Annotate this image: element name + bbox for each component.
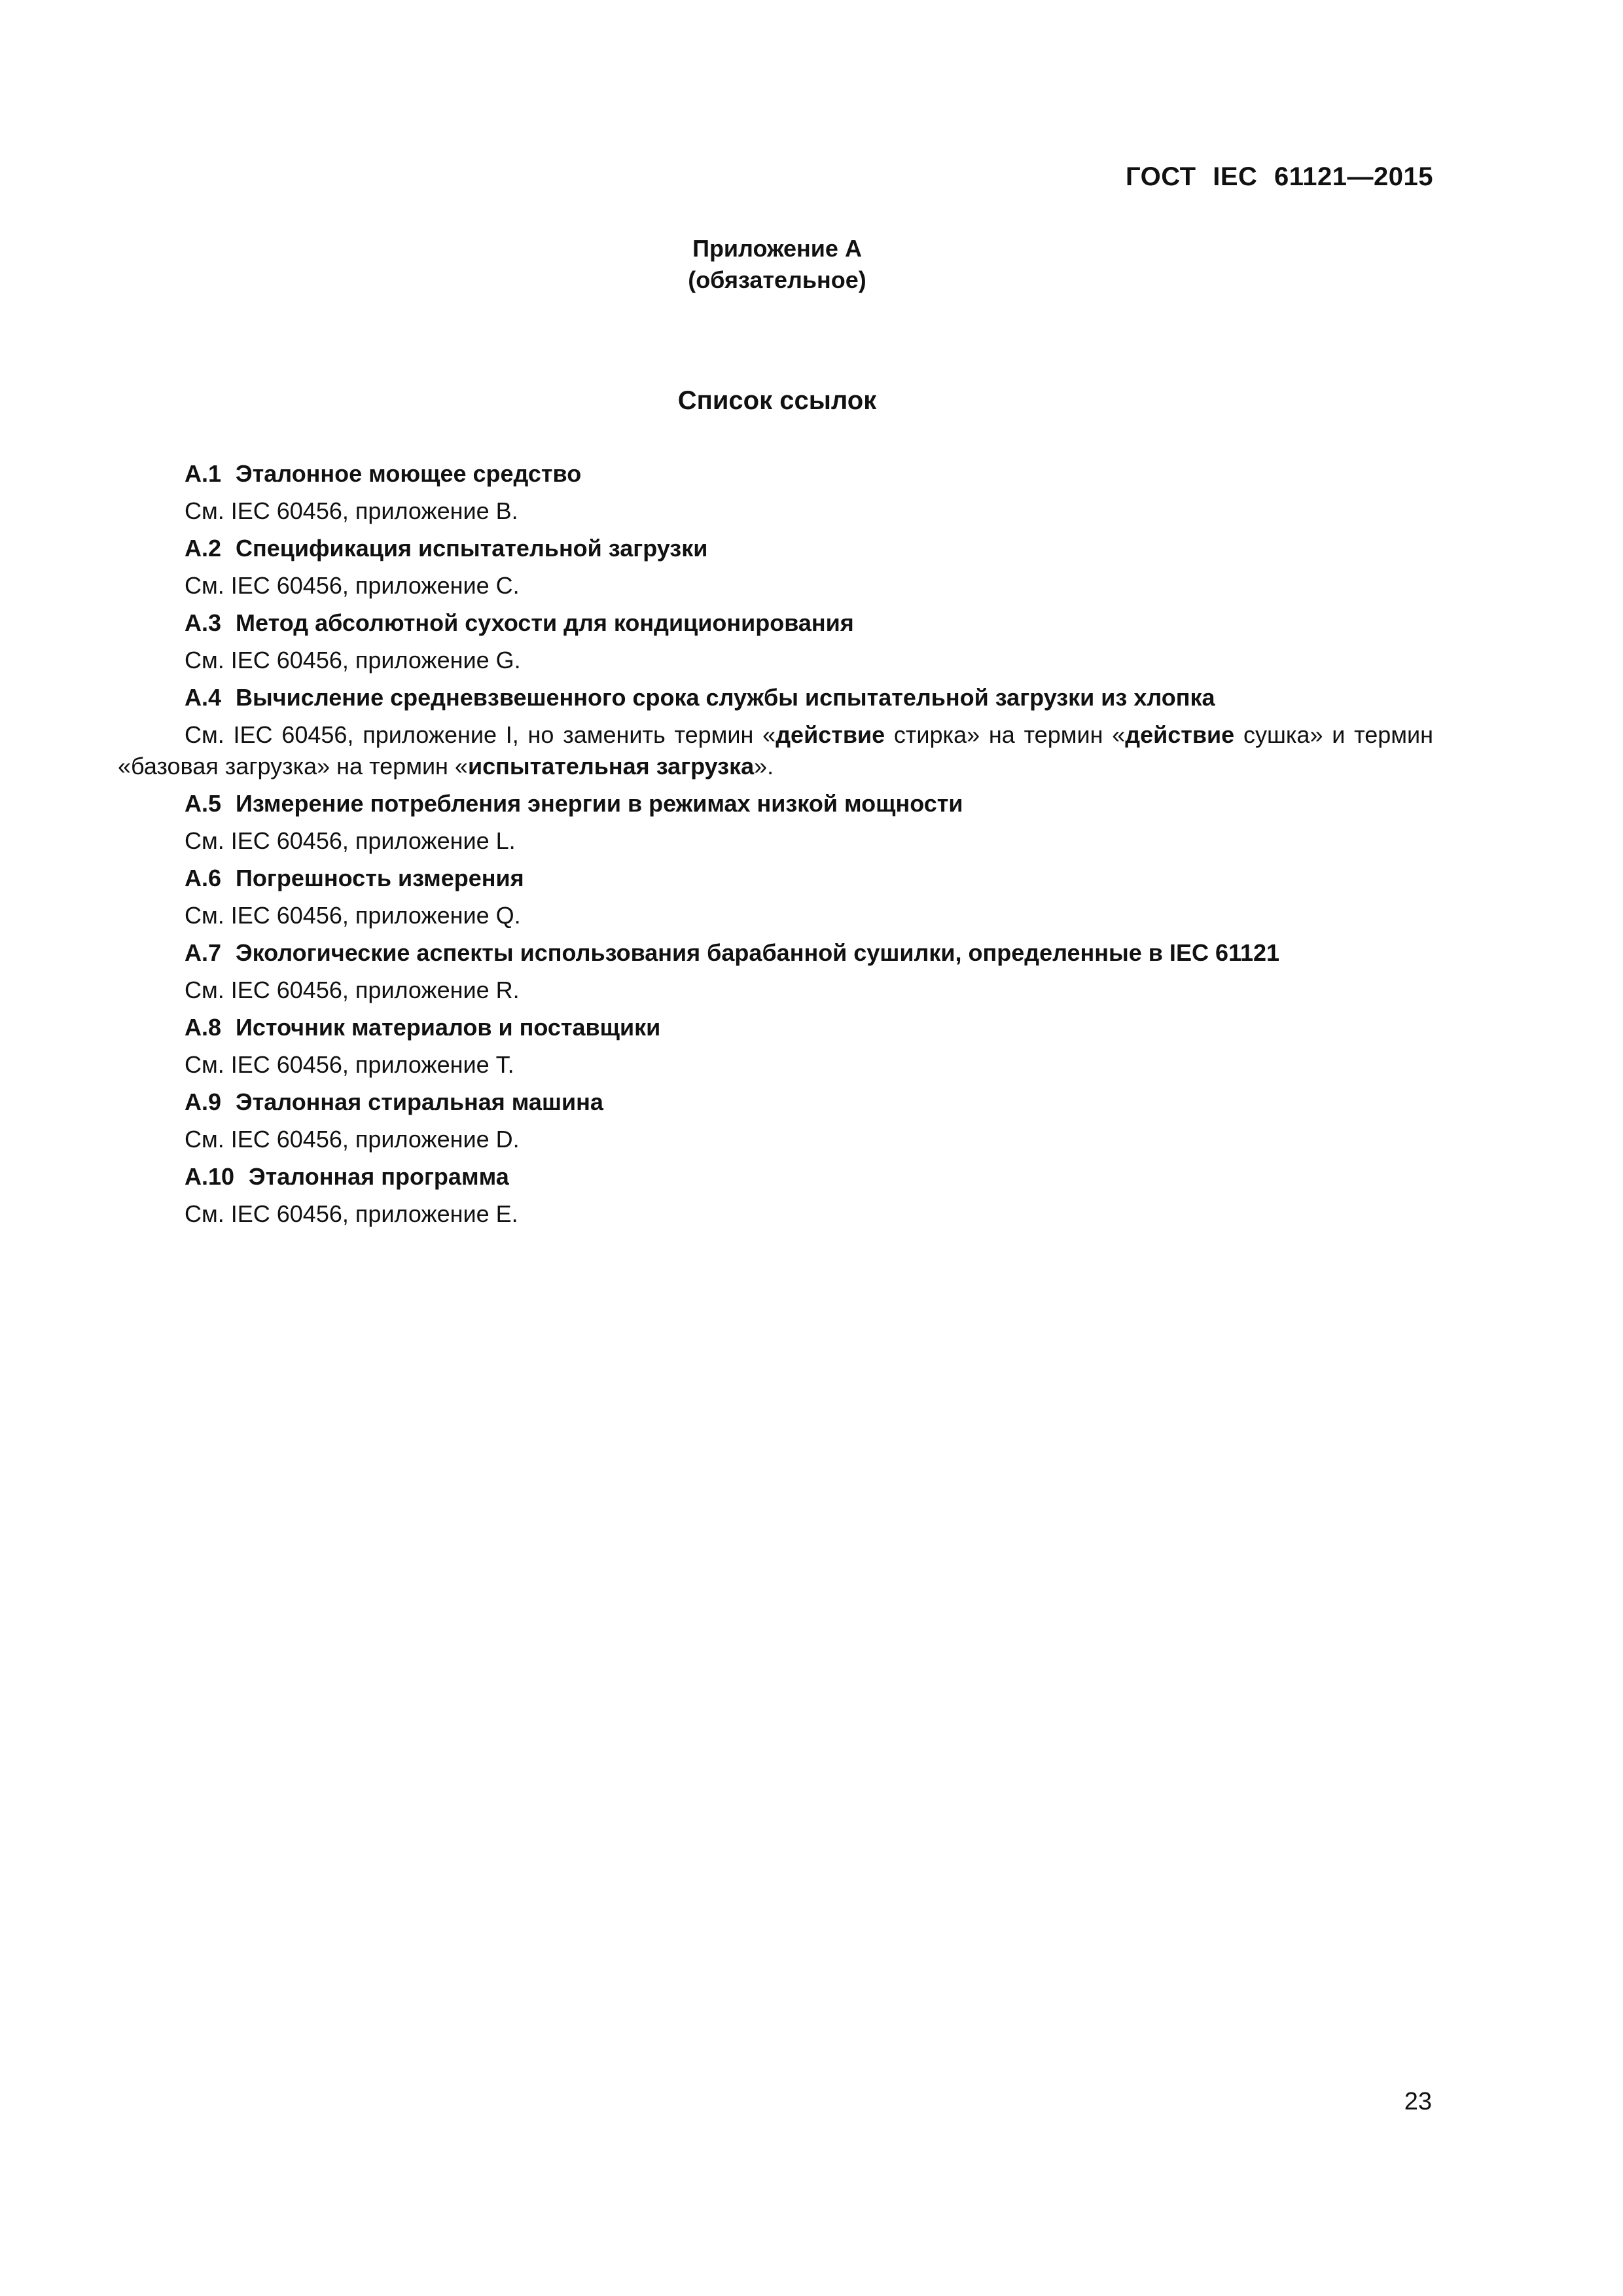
reference-number: А.1 <box>185 460 222 487</box>
reference-heading <box>118 1012 1433 1043</box>
reference-heading <box>118 458 1433 490</box>
section-title: Список ссылок <box>677 386 877 415</box>
body-term-bold: действие <box>776 721 885 748</box>
body-text: сушка» и термин «базовая загрузка» на термин « <box>118 721 1433 780</box>
body-text: См. IEC 60456, приложение I, но заменить термин « <box>185 721 776 748</box>
reference-title: Экологические аспекты использования барабанной сушилки, определенные в IEC 61121 <box>236 939 1280 966</box>
page-number: 23 <box>1404 2088 1432 2115</box>
body-term-bold: действие <box>1125 721 1235 748</box>
reference-number: А.2 <box>185 535 222 562</box>
reference-number: А.7 <box>185 939 222 966</box>
reference-title: Спецификация испытательной загрузки <box>236 535 708 562</box>
reference-number: А.6 <box>185 865 222 891</box>
reference-number: А.10 <box>185 1163 235 1190</box>
annex-header <box>0 233 1554 296</box>
reference-heading <box>118 533 1433 564</box>
reference-body: См. IEC 60456, приложение L. <box>185 827 516 854</box>
reference-body: См. IEC 60456, приложение R. <box>185 977 520 1003</box>
reference-heading <box>118 607 1433 639</box>
reference-body <box>118 719 1433 782</box>
reference-title: Погрешность измерения <box>236 865 524 891</box>
reference-heading <box>118 937 1433 969</box>
reference-body: См. IEC 60456, приложение В. <box>185 497 518 524</box>
body-text: ». <box>754 753 774 780</box>
annex-title: Приложение А <box>692 235 862 262</box>
reference-number: А.3 <box>185 609 222 636</box>
reference-title: Метод абсолютной сухости для кондиционирования <box>236 609 854 636</box>
reference-heading <box>118 1161 1433 1193</box>
reference-body: См. IEC 60456, приложение Т. <box>185 1051 514 1078</box>
reference-heading <box>118 682 1433 713</box>
body-text: стирка» на термин « <box>885 721 1126 748</box>
reference-heading <box>118 863 1433 894</box>
reference-title: Эталонное моющее средство <box>236 460 582 487</box>
reference-body: См. IEC 60456, приложение С. <box>185 572 520 599</box>
reference-heading <box>118 1086 1433 1118</box>
reference-title: Вычисление средневзвешенного срока службы испытательной загрузки из хлопка <box>236 684 1215 711</box>
reference-number: А.8 <box>185 1014 222 1041</box>
reference-title: Эталонная стиральная машина <box>236 1088 603 1115</box>
reference-number: А.9 <box>185 1088 222 1115</box>
body-term-bold: испытательная загрузка <box>467 753 755 780</box>
reference-title: Измерение потребления энергии в режимах низкой мощности <box>236 790 963 817</box>
document-code: ГОСТ IEC 61121—2015 <box>1126 162 1433 191</box>
reference-number: А.4 <box>185 684 222 711</box>
reference-number: А.5 <box>185 790 222 817</box>
references-list <box>118 458 1433 1236</box>
annex-status: (обязательное) <box>688 266 866 293</box>
reference-body: См. IEC 60456, приложение D. <box>185 1126 520 1153</box>
reference-title: Источник материалов и поставщики <box>236 1014 661 1041</box>
reference-body: См. IEC 60456, приложение G. <box>185 647 521 673</box>
reference-body: См. IEC 60456, приложение Е. <box>185 1200 518 1227</box>
reference-body: См. IEC 60456, приложение Q. <box>185 902 521 929</box>
reference-heading <box>118 788 1433 819</box>
reference-title: Эталонная программа <box>249 1163 509 1190</box>
